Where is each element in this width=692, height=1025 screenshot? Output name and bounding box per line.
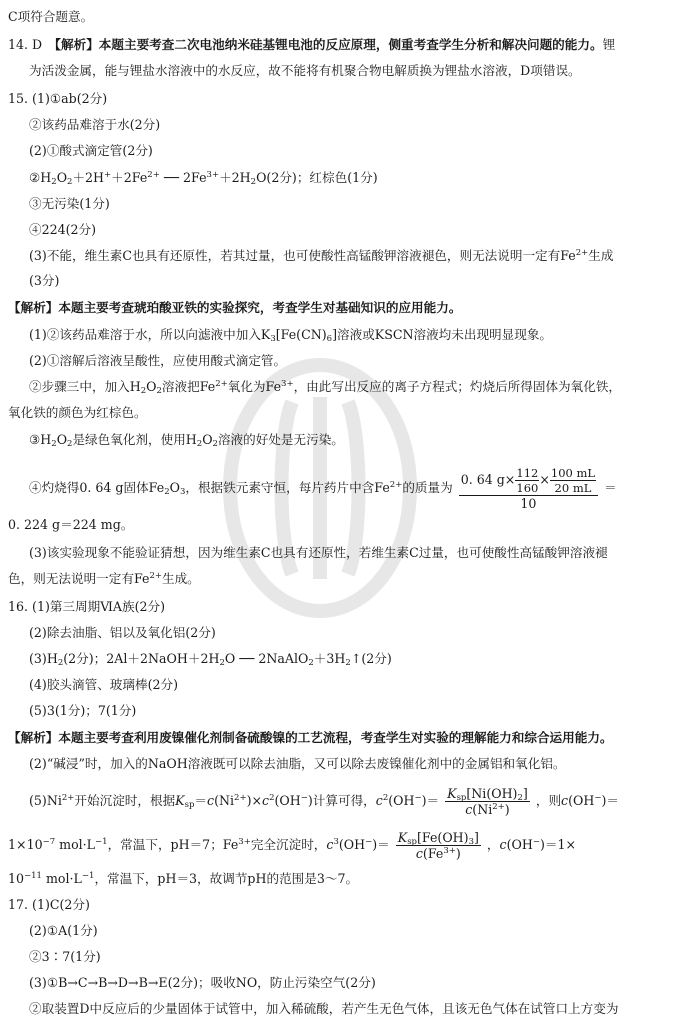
text-line: (3分) — [29, 273, 60, 288]
ksp-line-1: $(5)Ni^{2+}$开始沉淀时，根据$K_{sp}=c(Ni^{2+})\times c^2(OH^-)$计算可得，$c^2(OH^-)=$ $\frac{K_{sp}[Ni(OH)_2]}{c(Ni^{2+})}$ ，则c(OH−)＝ — [29, 786, 619, 817]
analysis-15-heading: 【解析】本题主要考查琥珀酸亚铁的实验探究，考查学生对基础知识的应用能力。 — [8, 300, 462, 315]
mass-calculation-line: ④灼烧得0. 64 g固体$Fe_2O_3$，根据铁元素守恒，每片药片中含$Fe^{2+}$的质量为 0. 64 g× $\frac{112}{160}$ × $\frac{100 mL}{20 mL}$ 10 ＝ — [29, 466, 617, 511]
equation-line: $(3)H_2(2$分)；$2Al+2NaOH+2H_2O$ ── $2NaAlO_2+3H_2↑(2$分) — [29, 651, 392, 668]
text-line: $③H_2O_2$是绿色氧化剂，使用$H_2O_2$溶液的好处是无污染。 — [29, 432, 344, 449]
text-line: (3)①B→C→B→D→B→E(2分)；吸收NO，防止污染空气(2分) — [29, 975, 376, 990]
text-line: 色，则无法说明一定有$Fe^{2+}$生成。 — [8, 571, 200, 586]
text-line: (2)①酸式滴定管(2分) — [29, 143, 153, 158]
equation-line: $②H_2O_2+2H^++2Fe^{2+}$ ── $2Fe^{3+}+2H_2O(2$分)；红棕色(1分) — [29, 170, 378, 187]
text-line: ②该药品难溶于水(2分) — [29, 117, 161, 132]
text-line: (4)胶头滴管、玻璃棒(2分) — [29, 677, 179, 692]
text-line: (3)该实验现象不能验证猜想，因为维生素C也具有还原性，若维生素C过量，也可使酸性高锰酸钾溶液褪 — [29, 545, 608, 560]
text-line: ②步骤三中，加入$H_2O_2$溶液把$Fe^{2+}$氧化为$Fe^{3+}$，由此写出反应的离子方程式；灼烧后所得固体为氧化铁， — [29, 379, 621, 396]
text-line: $10^{-11}$ $mol\cdot L^{-1}$，常温下，pH＝3，故调节pH的范围是3～7。 — [8, 871, 359, 886]
text-line: (1)②该药品难溶于水，所以向滤液中加入$K_3[Fe(CN)_6]$溶液或KSCN溶液均未出现明显现象。 — [29, 327, 553, 344]
text-line: (5)3(1分)；7(1分) — [29, 703, 137, 718]
answer-14-line-1: 14. D 【解析】本题主要考查二次电池纳米硅基锂电池的反应原理，侧重考查学生分析和解决问题的能力。锂 — [8, 37, 616, 52]
analysis-16-heading: 【解析】本题主要考查利用废镍催化剂制备硫酸镍的工艺流程，考查学生对实验的理解能力和综合运用能力。 — [8, 730, 613, 745]
answer-15-header: 15. (1)①ab(2分) — [8, 91, 108, 106]
ksp-ni-fraction: $\frac{K_{sp}[Ni(OH)_2]}{c(Ni^{2+})}$ — [447, 786, 528, 817]
mass-fraction: 0. 64 g× $\frac{112}{160}$ × $\frac{100 mL}{20 mL}$ 10 — [459, 466, 598, 511]
text-line: ④224(2分) — [29, 222, 97, 237]
text-line: (2)①A(1分) — [29, 923, 98, 938]
text-line: (3)不能，维生素C也具有还原性，若其过量，也可使酸性高锰酸钾溶液褪色，则无法说明一定有$Fe^{2+}$生成 — [29, 248, 614, 263]
text-line: ③无污染(1分) — [29, 196, 110, 211]
text-line: ②3∶7(1分) — [29, 949, 101, 964]
text-line: 为活泼金属，能与锂盐水溶液中的水反应，故不能将有机聚合物电解质换为锂盐水溶液，D项错误。 — [29, 63, 581, 78]
answer-16-header: 16. (1)第三周期ⅥA族(2分) — [8, 599, 166, 614]
text-line: (2)除去油脂、铝以及氧化铝(2分) — [29, 625, 216, 640]
answer-14-header — [8, 32, 682, 57]
ksp-line-2: $1\times 10^{-7}$ $mol\cdot L^{-1}$，常温下，pH＝7；$Fe^{3+}$完全沉淀时，$c^3(OH^-)=$ $\frac{K_{sp}[Fe(OH)_3]}{c(Fe^{3+})}$ ，c(OH−)＝1× — [8, 830, 577, 861]
text-line: (2)①溶解后溶液呈酸性，应使用酸式滴定管。 — [29, 353, 287, 368]
text-line: C项符合题意。 — [8, 9, 94, 24]
text-line: ②取装置D中反应后的少量固体于试管中，加入稀硫酸，若产生无色气体，且该无色气体在试管口上方变为 — [29, 1001, 619, 1016]
answer-17-header: 17. (1)C(2分) — [8, 897, 90, 912]
text-line: (2)“碱浸”时，加入的NaOH溶液既可以除去油脂，又可以除去废镍催化剂中的金属铝和氧化铝。 — [29, 756, 566, 771]
text-line: 0. 224 g＝224 mg。 — [8, 517, 134, 532]
text-line: 氧化铁的颜色为红棕色。 — [8, 405, 147, 420]
ksp-fe-fraction: $\frac{K_{sp}[Fe(OH)_3]}{c(Fe^{3+})}$ — [397, 830, 479, 861]
